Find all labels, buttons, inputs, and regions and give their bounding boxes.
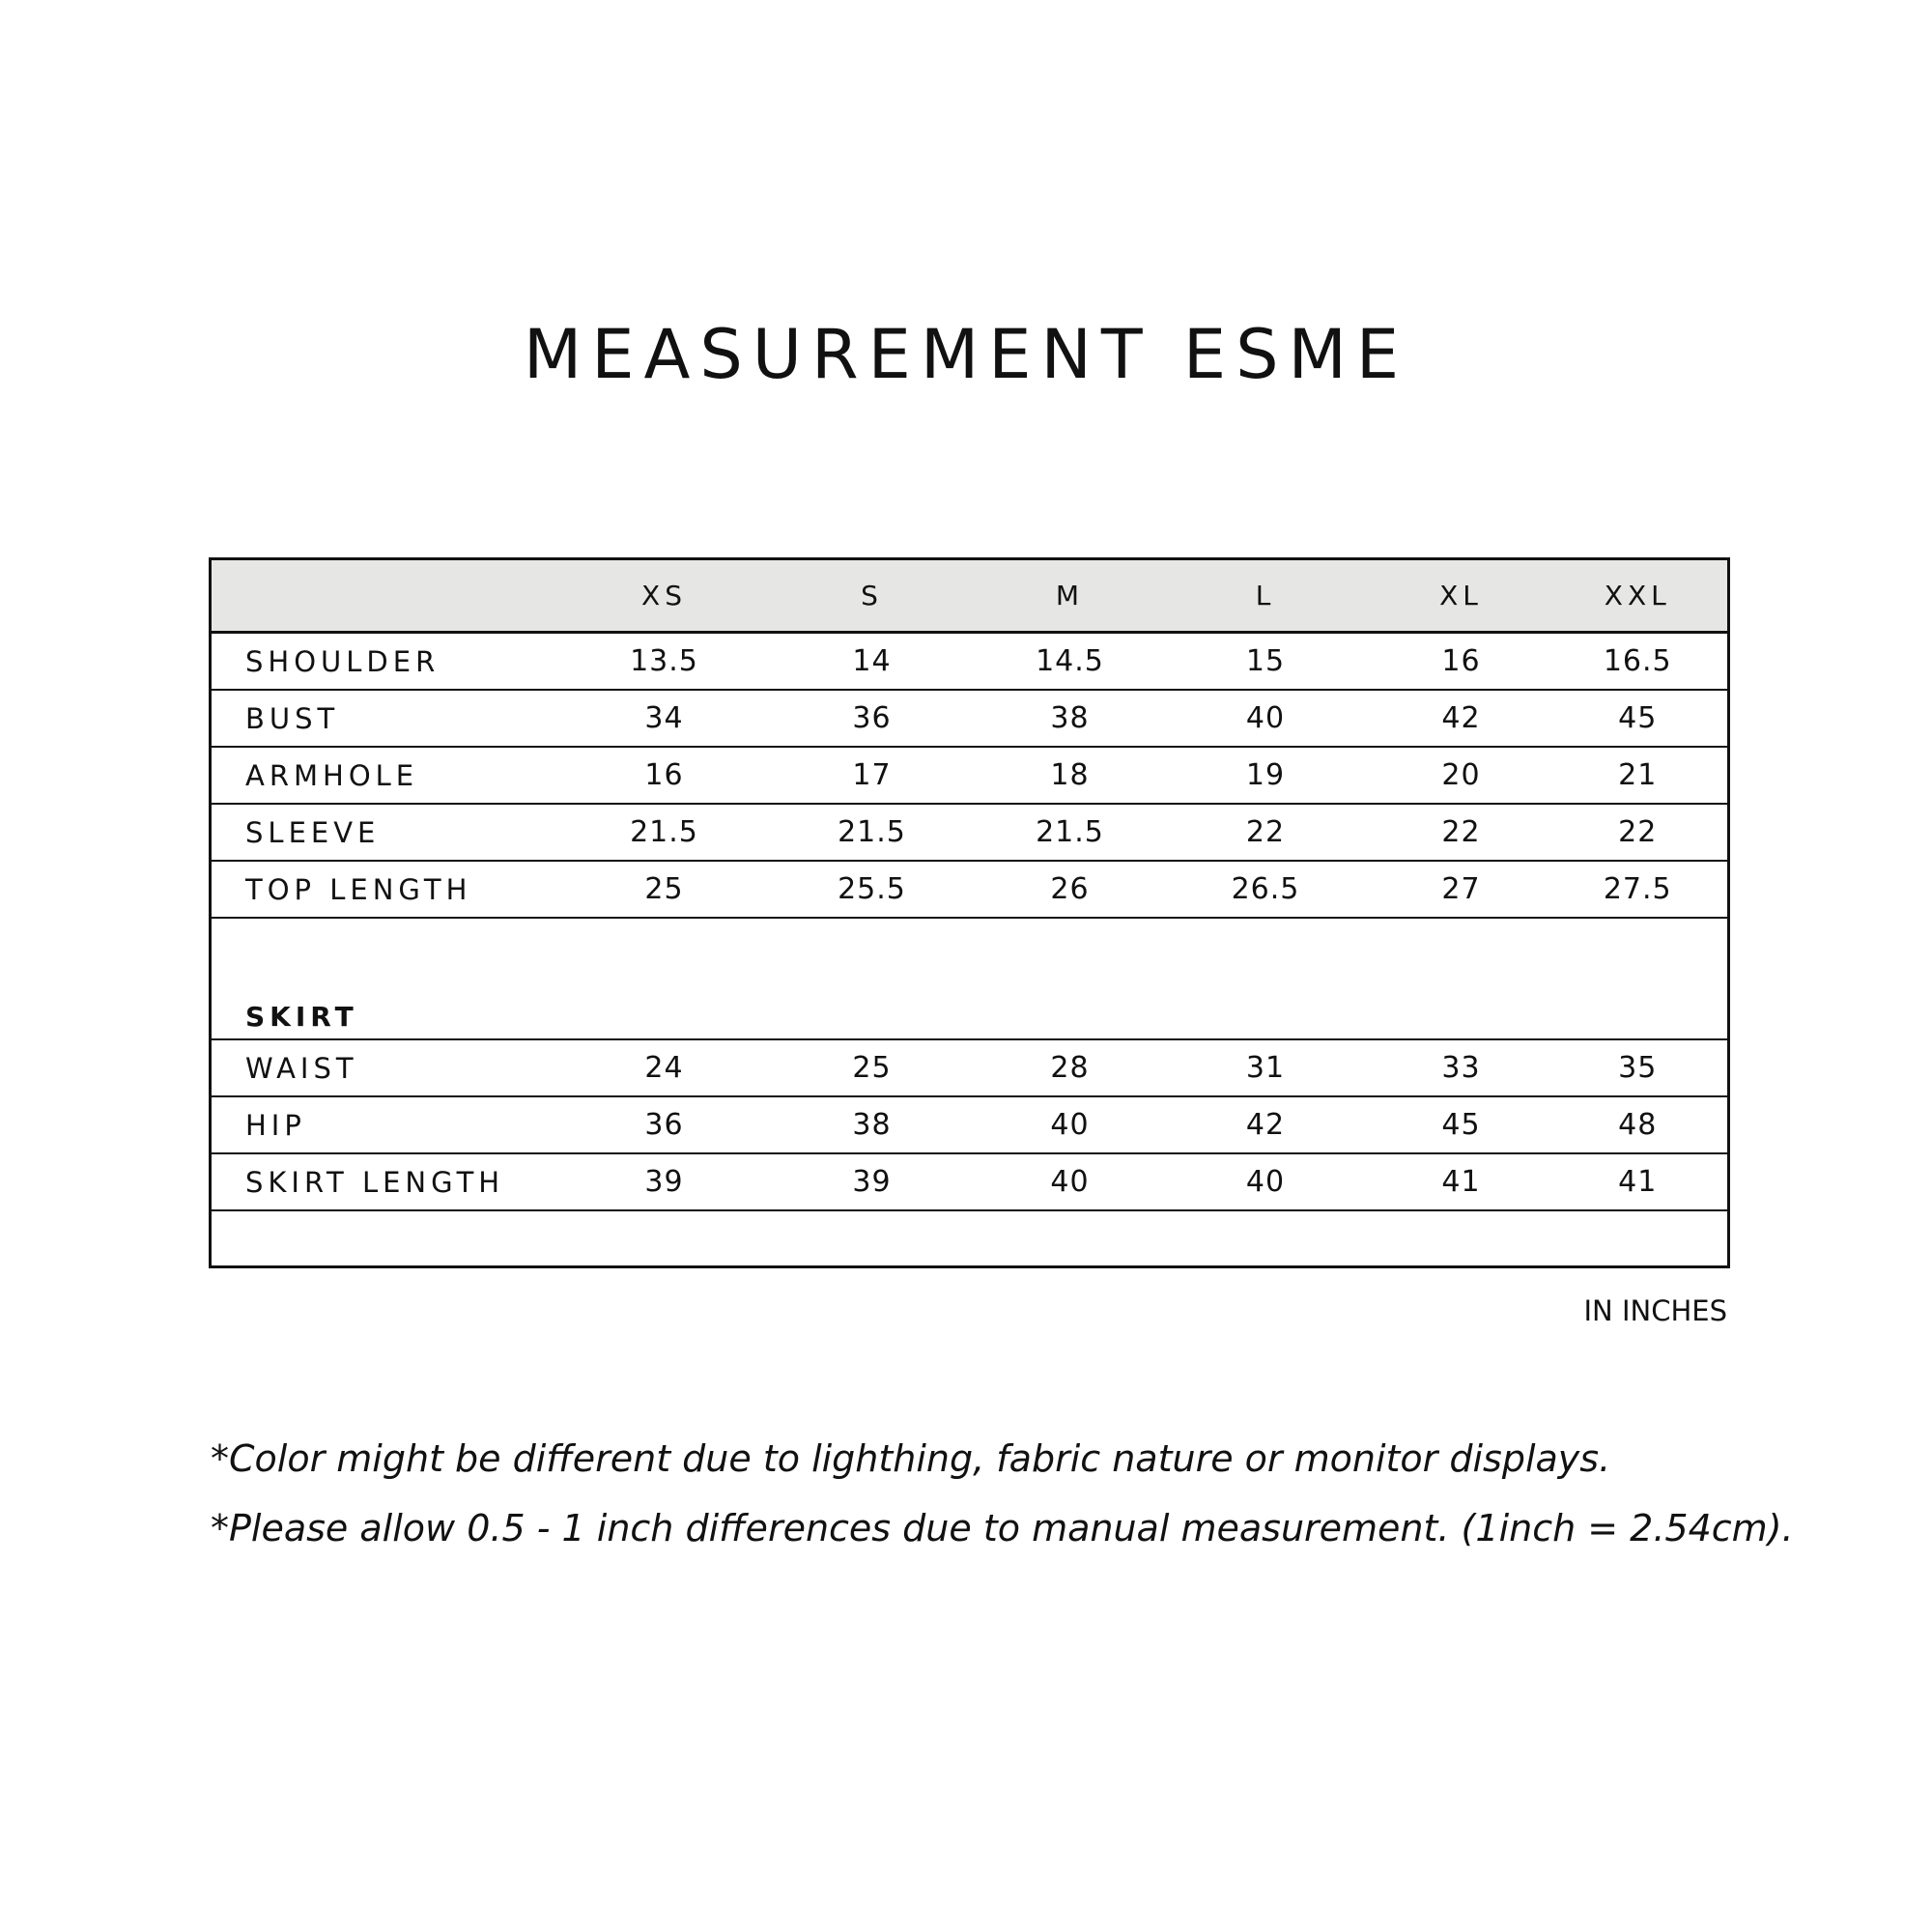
table-cell: 42: [1157, 1096, 1375, 1153]
table-cell: 34: [568, 690, 761, 747]
header-corner-cell: [211, 559, 568, 633]
table-cell: 35: [1548, 1039, 1729, 1096]
row-label: SKIRT LENGTH: [211, 1153, 568, 1210]
table-cell: 19: [1157, 747, 1375, 804]
table-cell: 21: [1548, 747, 1729, 804]
table-empty-row: [211, 1210, 1729, 1267]
table-cell: 18: [983, 747, 1157, 804]
unit-note: IN INCHES: [1583, 1294, 1727, 1327]
disclaimer-note: *Color might be different due to lighthing, fabric nature or monitor displays.: [211, 1437, 1611, 1480]
table-cell: 16: [1375, 633, 1548, 691]
table-cell: 38: [761, 1096, 983, 1153]
table-cell: 16.5: [1548, 633, 1729, 691]
table-cell: 36: [761, 690, 983, 747]
row-label: HIP: [211, 1096, 568, 1153]
row-label: TOP LENGTH: [211, 861, 568, 918]
table-cell: 27.5: [1548, 861, 1729, 918]
section-header-row: [211, 918, 1729, 1039]
table-cell: 25.5: [761, 861, 983, 918]
column-header: L: [1157, 559, 1375, 633]
section-label: SKIRT: [211, 918, 568, 1039]
row-label: SHOULDER: [211, 633, 568, 691]
table-row: [211, 1039, 1729, 1096]
table-cell: [761, 1210, 983, 1267]
size-chart-table: [209, 557, 1730, 1268]
table-cell: 16: [568, 747, 761, 804]
table-cell: 22: [1157, 804, 1375, 861]
table-cell: [1375, 918, 1548, 1039]
table-cell: 39: [568, 1153, 761, 1210]
row-label: WAIST: [211, 1039, 568, 1096]
table-cell: 22: [1375, 804, 1548, 861]
table-cell: [1157, 918, 1375, 1039]
table-cell: [983, 918, 1157, 1039]
column-header: S: [761, 559, 983, 633]
table-row: [211, 1153, 1729, 1210]
table-cell: 21.5: [761, 804, 983, 861]
table-cell: 39: [761, 1153, 983, 1210]
table-cell: [1157, 1210, 1375, 1267]
table-cell: 28: [983, 1039, 1157, 1096]
table-cell: [568, 918, 761, 1039]
table-cell: 25: [761, 1039, 983, 1096]
table-cell: 48: [1548, 1096, 1729, 1153]
table-cell: [568, 1210, 761, 1267]
table-cell: 38: [983, 690, 1157, 747]
table-cell: 40: [983, 1096, 1157, 1153]
row-label: BUST: [211, 690, 568, 747]
table-cell: 36: [568, 1096, 761, 1153]
row-label: ARMHOLE: [211, 747, 568, 804]
table-cell: [1375, 1210, 1548, 1267]
table-cell: 24: [568, 1039, 761, 1096]
table-cell: 25: [568, 861, 761, 918]
table-cell: [761, 918, 983, 1039]
column-header: XL: [1375, 559, 1548, 633]
table-row: [211, 690, 1729, 747]
table-cell: 27: [1375, 861, 1548, 918]
table-cell: 22: [1548, 804, 1729, 861]
table-cell: 45: [1548, 690, 1729, 747]
table-cell: 31: [1157, 1039, 1375, 1096]
column-header: XXL: [1548, 559, 1729, 633]
table-cell: 42: [1375, 690, 1548, 747]
table-cell: 41: [1548, 1153, 1729, 1210]
disclaimer-note: *Please allow 0.5 - 1 inch differences due to manual measurement. (1inch = 2.54cm).: [211, 1507, 1794, 1549]
table-cell: 14.5: [983, 633, 1157, 691]
table-row: [211, 1096, 1729, 1153]
table-cell: 13.5: [568, 633, 761, 691]
table-cell: [1548, 1210, 1729, 1267]
table-cell: 45: [1375, 1096, 1548, 1153]
table-cell: 33: [1375, 1039, 1548, 1096]
table-row: [211, 747, 1729, 804]
table-cell: 40: [983, 1153, 1157, 1210]
table-cell: 40: [1157, 1153, 1375, 1210]
page-title: MEASUREMENT ESME: [523, 315, 1409, 394]
table-cell: [1548, 918, 1729, 1039]
table-row: [211, 804, 1729, 861]
table-cell: [211, 1210, 568, 1267]
column-header: XS: [568, 559, 761, 633]
column-header: M: [983, 559, 1157, 633]
table-cell: 20: [1375, 747, 1548, 804]
table-cell: 14: [761, 633, 983, 691]
table-cell: 41: [1375, 1153, 1548, 1210]
table-cell: 26: [983, 861, 1157, 918]
table-cell: 26.5: [1157, 861, 1375, 918]
table-header-row: [211, 559, 1729, 633]
table-cell: 21.5: [568, 804, 761, 861]
table-row: [211, 861, 1729, 918]
table-cell: 21.5: [983, 804, 1157, 861]
table-cell: 40: [1157, 690, 1375, 747]
table-row: [211, 633, 1729, 691]
table-cell: 17: [761, 747, 983, 804]
table-cell: 15: [1157, 633, 1375, 691]
table-cell: [983, 1210, 1157, 1267]
row-label: SLEEVE: [211, 804, 568, 861]
